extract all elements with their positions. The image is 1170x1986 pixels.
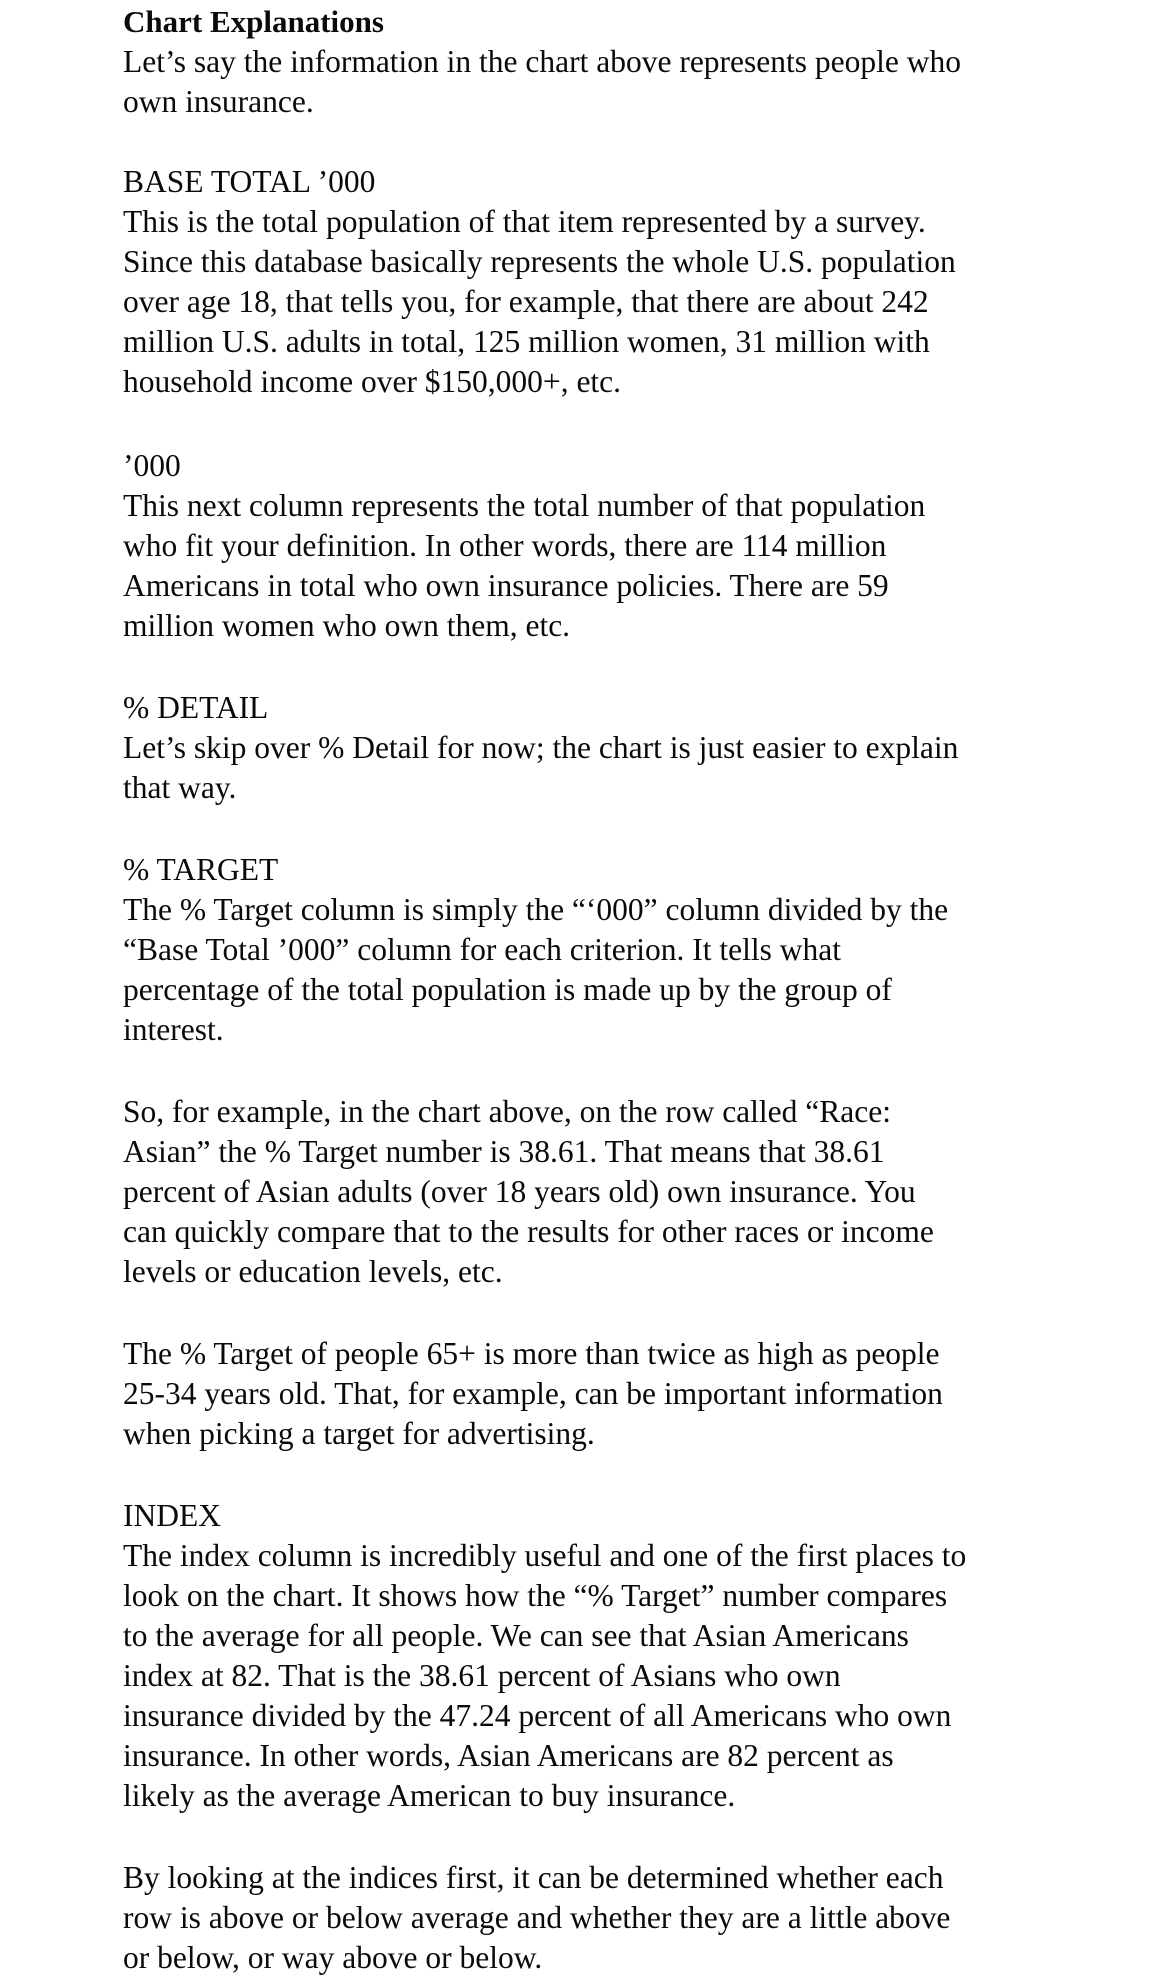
paragraph-line: So, for example, in the chart above, on the row called “Race: — [123, 1094, 891, 1129]
paragraph-line: over age 18, that tells you, for example, that there are about 242 — [123, 284, 929, 319]
paragraph-line: index at 82. That is the 38.61 percent of Asians who own — [123, 1658, 841, 1693]
paragraph-line: Let’s skip over % Detail for now; the chart is just easier to explain — [123, 730, 959, 765]
paragraph-line: “Base Total ’000” column for each criterion. It tells what — [123, 932, 841, 967]
paragraph-line: By looking at the indices first, it can be determined whether each — [123, 1860, 944, 1895]
paragraph-line: insurance divided by the 47.24 percent of all Americans who own — [123, 1698, 952, 1733]
paragraph-line: interest. — [123, 1012, 224, 1047]
paragraph-line: The % Target of people 65+ is more than twice as high as people — [123, 1336, 940, 1371]
paragraph-line: or below, or way above or below. — [123, 1940, 543, 1975]
paragraph-line: This next column represents the total number of that population — [123, 488, 926, 523]
section-heading-base-total: BASE TOTAL ’000 — [123, 164, 376, 199]
paragraph-line: 25-34 years old. That, for example, can be important information — [123, 1376, 943, 1411]
paragraph-line: likely as the average American to buy insurance. — [123, 1778, 736, 1813]
section-heading-index: INDEX — [123, 1498, 221, 1533]
intro-line: Let’s say the information in the chart above represents people who — [123, 44, 961, 79]
paragraph-line: that way. — [123, 770, 237, 805]
paragraph-line: The % Target column is simply the “‘000” column divided by the — [123, 892, 949, 927]
paragraph-line: Asian” the % Target number is 38.61. That means that 38.61 — [123, 1134, 885, 1169]
paragraph-line: insurance. In other words, Asian Americans are 82 percent as — [123, 1738, 894, 1773]
paragraph-line: who fit your definition. In other words, there are 114 million — [123, 528, 887, 563]
paragraph-line: Since this database basically represents the whole U.S. population — [123, 244, 956, 279]
page-title: Chart Explanations — [123, 4, 384, 39]
paragraph-line: Americans in total who own insurance policies. There are 59 — [123, 568, 889, 603]
paragraph-line: look on the chart. It shows how the “% Target” number compares — [123, 1578, 948, 1613]
paragraph-line: can quickly compare that to the results for other races or income — [123, 1214, 934, 1249]
paragraph-line: The index column is incredibly useful and one of the first places to — [123, 1538, 967, 1573]
paragraph-line: percent of Asian adults (over 18 years old) own insurance. You — [123, 1174, 916, 1209]
section-heading-000: ’000 — [123, 448, 181, 483]
paragraph-line: when picking a target for advertising. — [123, 1416, 595, 1451]
paragraph-line: levels or education levels, etc. — [123, 1254, 503, 1289]
paragraph-line: to the average for all people. We can see that Asian Americans — [123, 1618, 909, 1653]
section-heading-target: % TARGET — [123, 852, 279, 887]
paragraph-line: million U.S. adults in total, 125 million women, 31 million with — [123, 324, 930, 359]
section-heading-detail: % DETAIL — [123, 690, 269, 725]
paragraph-line: million women who own them, etc. — [123, 608, 571, 643]
paragraph-line: percentage of the total population is made up by the group of — [123, 972, 892, 1007]
paragraph-line: row is above or below average and whether they are a little above — [123, 1900, 951, 1935]
intro-line: own insurance. — [123, 84, 314, 119]
paragraph-line: This is the total population of that item represented by a survey. — [123, 204, 926, 239]
paragraph-line: household income over $150,000+, etc. — [123, 364, 622, 399]
